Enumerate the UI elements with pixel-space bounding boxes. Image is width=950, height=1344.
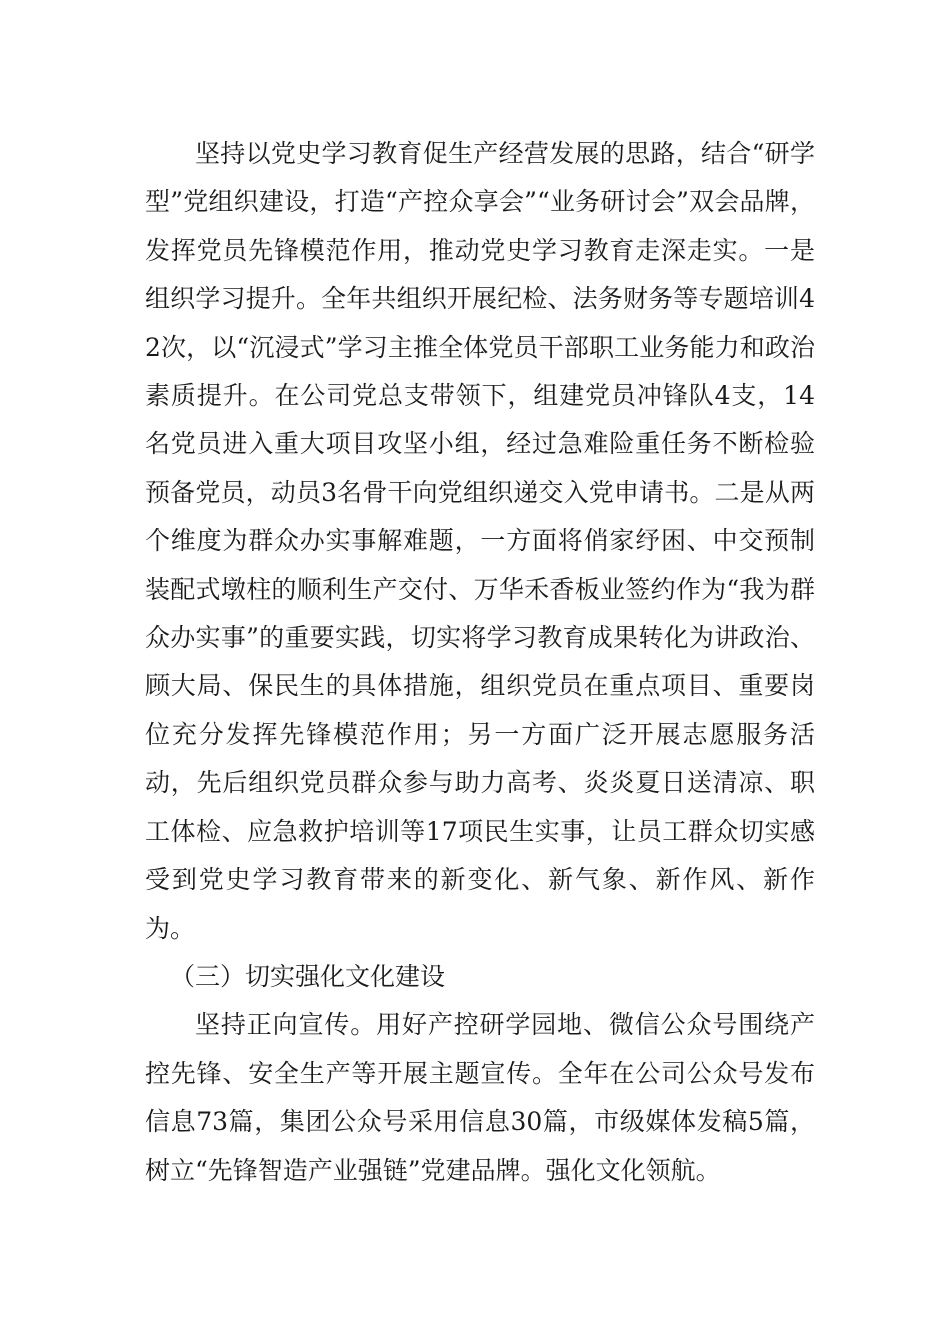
document-body xyxy=(145,130,815,1195)
section-heading-culture: （三）切实强化文化建设 xyxy=(170,961,446,991)
paragraph-party-history-learning: 坚持以党史学习教育促生产经营发展的思路，结合“研学型”党组织建设，打造“产控众享会”“业务研讨会”双会品牌，发挥党员先锋模范作用，推动党史学习教育走深走实。一是组织学习提升。全年共组织开展纪检、法务财务等专题培训42次，以“沉浸式”学习主推全体党员干部职工业务能力和政治素质提升。在公司党总支带领下，组建党员冲锋队4支，14名党员进入重大项目攻坚小组，经过急难险重任务不断检验预备党员，动员3名骨干向党组织递交入党申请书。二是从两个维度为群众办实事解难题，一方面将俏家纾困、中交预制装配式墩柱的顺利生产交付、万华禾香板业签约作为“我为群众办实事”的重要实践，切实将学习教育成果转化为讲政治、顾大局、保民生的具体措施，组织党员在重点项目、重要岗位充分发挥先锋模范作用；另一方面广泛开展志愿服务活动，先后组织党员群众参与助力高考、炎炎夏日送清凉、职工体检、应急救护培训等17项民生实事，让员工群众切实感受到党史学习教育带来的新变化、新气象、新作风、新作为。 xyxy=(145,139,815,943)
paragraph-positive-publicity: 坚持正向宣传。用好产控研学园地、微信公众号围绕产控先锋、安全生产等开展主题宣传。全年在公司公众号发布信息73篇，集团公众号采用信息30篇，市级媒体发稿5篇，树立“先锋智造产业强链”党建品牌。强化文化领航。 xyxy=(145,1010,815,1185)
